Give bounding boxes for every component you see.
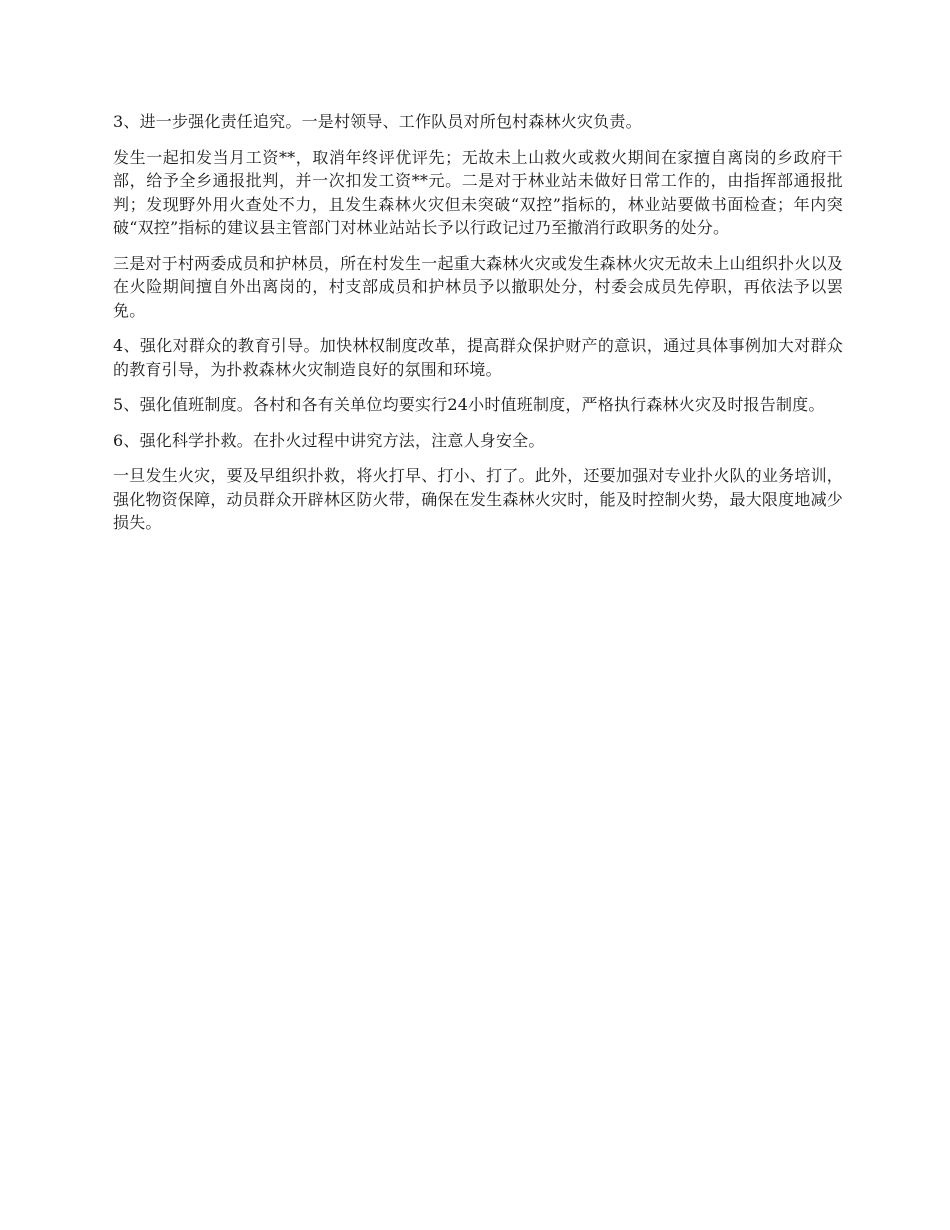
paragraph-public-education: 4、强化对群众的教育引导。加快林权制度改革，提高群众保护财产的意识，通过具体事例加大对群众的教育引导，为扑救森林火灾制造良好的氛围和环境。 bbox=[113, 336, 843, 379]
paragraph-duty-system: 5、强化值班制度。各村和各有关单位均要实行24小时值班制度，严格执行森林火灾及时报告制度。 bbox=[113, 395, 825, 414]
paragraph-scientific-fighting: 6、强化科学扑救。在扑火过程中讲究方法，注意人身安全。 bbox=[113, 430, 545, 450]
document-body bbox=[113, 110, 843, 547]
paragraph-responsibility: 3、进一步强化责任追究。一是村领导、工作队员对所包村森林火灾负责。 bbox=[113, 112, 642, 131]
paragraph-penalties: 发生一起扣发当月工资**，取消年终评优评先；无故未上山救火或救火期间在家擅自离岗的乡政府干部，给予全乡通报批判，并一次扣发工资**元。二是对于林业站未做好日常工作的，由指挥部通报批判；发现野外用火查处不力，且发生森林火灾但未突破“双控”指标的，林业站要做书面检查；年内突破“双控”指标的建议县主管部门对林业站站长予以行政记过乃至撤消行政职务的处分。 bbox=[113, 147, 843, 237]
paragraph-early-response: 一旦发生火灾，要及早组织扑救，将火打早、打小、打了。此外，还要加强对专业扑火队的业务培训，强化物资保障，动员群众开辟林区防火带，确保在发生森林火灾时，能及时控制火势，最大限度地减少损失。 bbox=[113, 466, 843, 532]
paragraph-village-committee: 三是对于村两委成员和护林员，所在村发生一起重大森林火灾或发生森林火灾无故未上山组织扑火以及在火险期间擅自外出离岗的，村支部成员和护林员予以撤职处分，村委会成员先停职，再依法予以罢免。 bbox=[113, 253, 843, 320]
